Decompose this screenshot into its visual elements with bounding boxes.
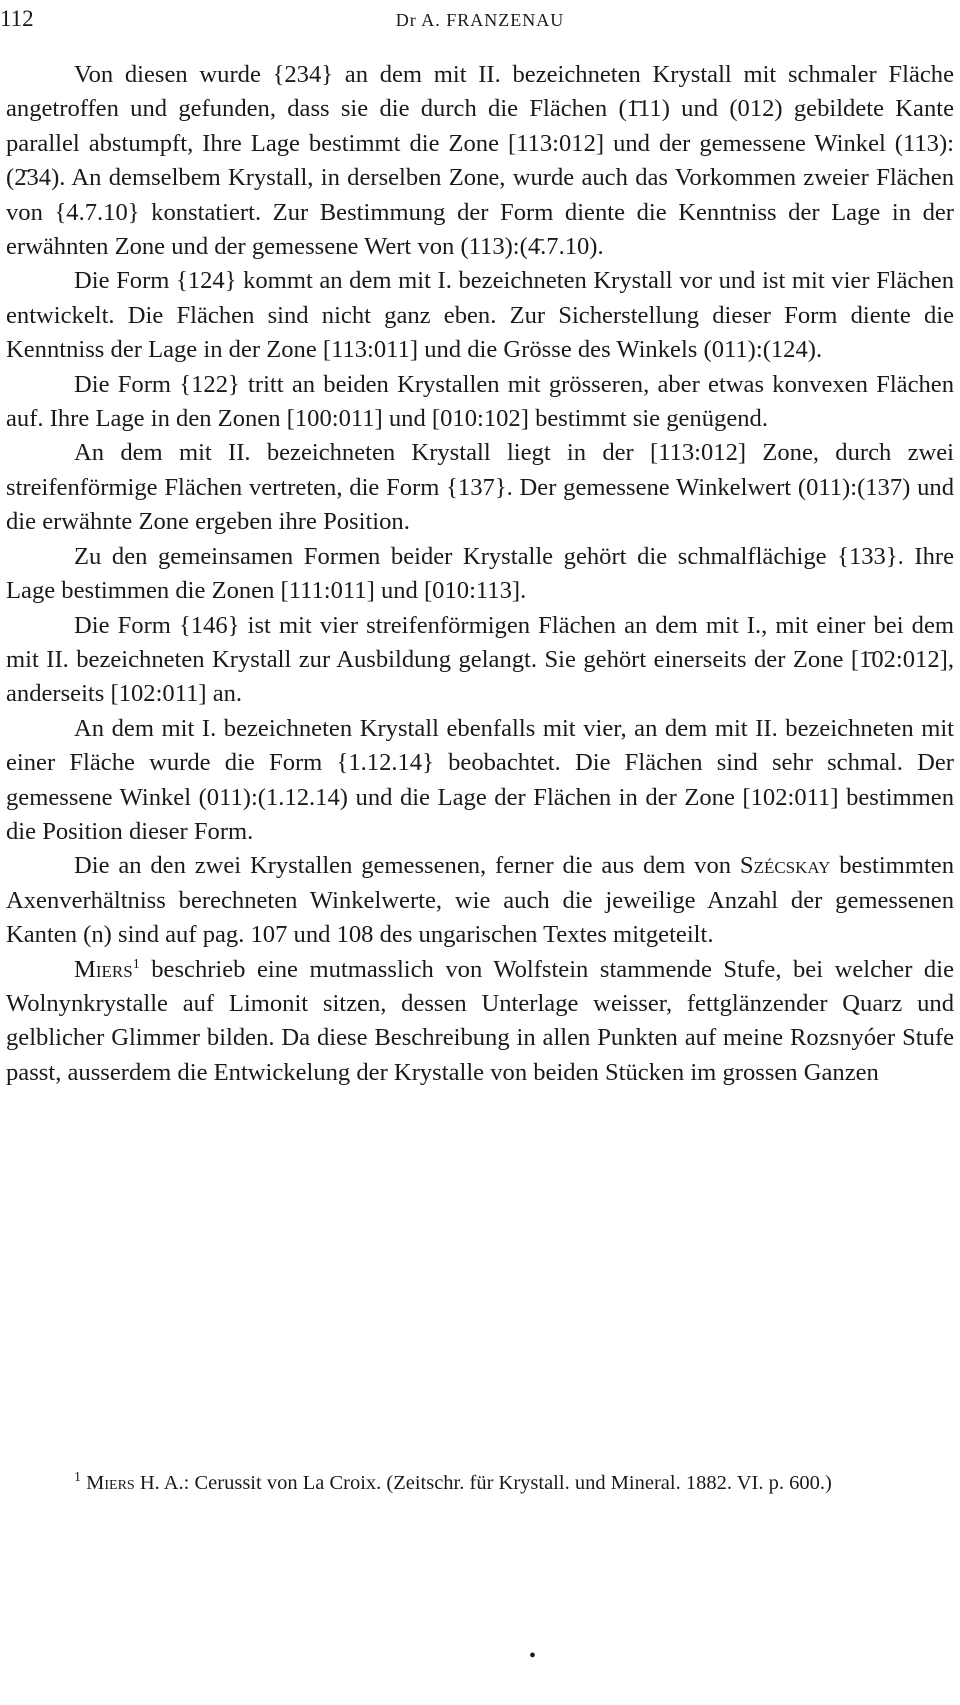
bottom-mark: • (529, 1645, 537, 1667)
author-name: Miers (74, 955, 133, 983)
footnote (6, 1468, 954, 1499)
paragraph: An dem mit I. bezeichneten Krystall ebenfalls mit vier, an dem mit II. bezeichneten mit einer Fläche wurde die Form {1.12.14} beobachtet. Die Flächen sind sehr schmal. Der gemessene Winkel (011):(1.12.14) und die Lage der Flächen in der Zone [102:011] bestimmen die Position dieser Form. (6, 714, 954, 845)
page-header (0, 6, 960, 36)
body-text (6, 58, 954, 1090)
paragraph-lead: Die an den zwei Krystallen gemessenen, ferner die aus dem von (74, 852, 732, 880)
paragraph: An dem mit II. bezeichneten Krystall liegt in der [113:012] Zone, durch zwei streifenförmige Flächen vertreten, die Form {137}. Der gemessene Winkelwert (011):(137) und die erwähnte Zone ergeben ihre Position. (6, 439, 954, 536)
paragraph: Von diesen wurde {234} an dem mit II. bezeichneten Krystall mit schmaler Fläche angetroffen und gefunden, dass sie die durch die Flächen (1̄11) und (012) gebildete Kante parallel abstumpft, Ihre Lage bestimmt die Zone [113:012] und der gemessene Winkel (113):(2̄34). An demselbem Krystall, in derselben Zone, wurde auch das Vorkommen zweier Flächen von {4.7.10} konstatiert. Zur Bestimmung der Form diente die Kenntniss der Lage in der erwähnten Zone und der gemessene Wert von (113):(4̄.7.10). (6, 61, 954, 261)
author-name: Szécskay (739, 852, 831, 880)
footnote-author: Miers (86, 1472, 135, 1494)
paragraph-rest: beschrieb eine mutmasslich von Wolfstein stammende Stufe, bei welcher die Wolnynkrystalle auf Limonit sitzen, dessen Unterlage weisser, fettglänzender Quarz und gelblicher Glimmer bilden. Da diese Beschreibung in allen Punkten auf meine Rozsnyóer Stufe passt, ausserdem die Entwickelung der Krystalle von beiden Stücken im grossen Ganzen (6, 955, 954, 1086)
paragraph-miers (6, 953, 954, 1091)
paragraph: Die Form {124} kommt an dem mit I. bezeichneten Krystall vor und ist mit vier Flächen entwickelt. Die Flächen sind nicht ganz eben. Zur Sicherstellung dieser Form diente die Kenntniss der Lage in der Zone [113:011] und die Grösse des Winkels (011):(124). (6, 267, 954, 364)
page-number: 112 (0, 6, 34, 31)
paragraph: Zu den gemeinsamen Formen beider Krystalle gehört die schmalflächige {133}. Ihre Lage bestimmen die Zonen [111:011] und [010:113]. (6, 542, 954, 605)
footnotes (6, 1468, 954, 1499)
footnote-reference[interactable]: 1 (132, 956, 140, 972)
footnote-number: 1 (74, 1470, 81, 1486)
paragraph-szecskay (6, 849, 954, 952)
paragraph: Die Form {146} ist mit vier streifenförmigen Flächen an dem mit I., mit einer bei dem mit II. bezeichneten Krystall zur Ausbildung gelangt. Sie gehört einerseits der Zone [1̄02:012], anderseits [102:011] an. (6, 611, 954, 708)
running-head: Dr A. FRANZENAU (395, 10, 565, 30)
footnote-text: H. A.: Cerussit von La Croix. (Zeitschr. für Krystall. und Mineral. 1882. VI. p. 600.) (139, 1472, 832, 1494)
paragraph: Die Form {122} tritt an beiden Krystallen mit grösseren, aber etwas konvexen Flächen auf. Ihre Lage in den Zonen [100:011] und [010:102] bestimmt sie genügend. (6, 370, 954, 433)
paragraph-rest: bestimmten Axenverhältniss berechneten Winkelwerte, wie auch die jeweilige Anzahl der gemessenen Kanten (n) sind auf pag. 107 und 108 des ungarischen Textes mitgeteilt. (6, 852, 954, 949)
